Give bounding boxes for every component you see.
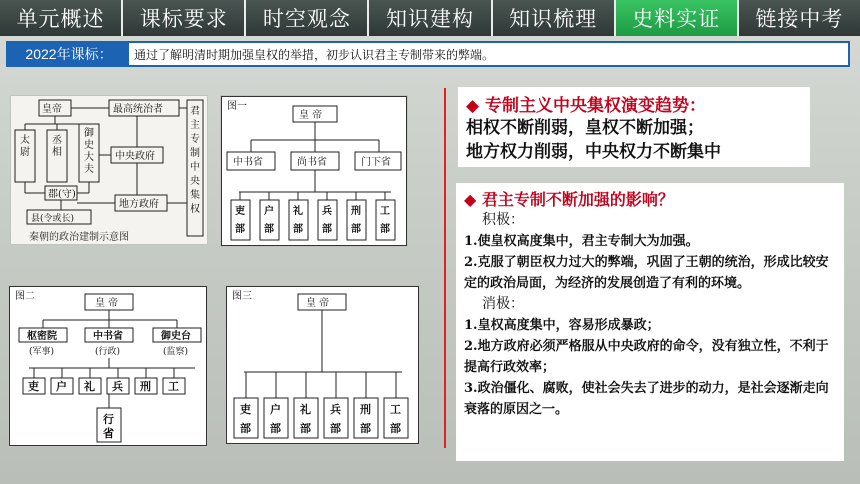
qin-vertical-char: 相 <box>52 147 62 158</box>
fig3-bu-char: 礼 <box>300 403 311 416</box>
fig3-bu-char: 部 <box>390 422 401 435</box>
fig1-bu-char: 户 <box>264 206 274 217</box>
qin-side-char: 制 <box>190 148 200 159</box>
tab-unit-overview[interactable]: 单元概述 <box>0 0 121 36</box>
fig2-org-name: 枢密院 <box>27 331 57 342</box>
top-tab-bar <box>0 0 860 36</box>
fig2-org-name: 中书省 <box>93 331 123 342</box>
fig2-label: 图二 <box>15 291 35 302</box>
fig2-org-role: (监察) <box>163 347 189 357</box>
qin-diagram-svg <box>11 96 207 244</box>
fig2-province-top: 行 <box>103 413 114 426</box>
fig1-sheng-label: 中书省 <box>233 157 263 168</box>
trend-title: ◆ 专制主义中央集权演变趋势： <box>466 96 706 116</box>
fig2-bu-char: 兵 <box>112 380 123 393</box>
qin-diagram <box>10 95 208 245</box>
qin-vertical-char: 夫 <box>84 164 94 175</box>
fig1-bu-char: 部 <box>264 224 274 235</box>
fig3-bu-char: 吏 <box>240 403 251 416</box>
fig2-org-role: (行政) <box>95 347 121 357</box>
fig2-bu-char: 户 <box>56 380 67 393</box>
curriculum-standard <box>6 41 852 69</box>
qin-caption: 秦朝的政治建制示意图 <box>29 232 129 243</box>
qin-side-char: 君 <box>190 106 200 117</box>
fig1-emperor: 皇 帝 <box>299 110 323 121</box>
fig2-bu-char: 吏 <box>28 380 39 393</box>
fig1-bu-char: 部 <box>351 224 361 235</box>
qin-vertical-char: 史 <box>84 140 94 151</box>
fig3-bu-char: 部 <box>360 422 371 435</box>
tab-knowledge-build[interactable]: 知识建构 <box>369 0 490 36</box>
qin-vertical-char: 御 <box>84 128 94 139</box>
fig1-label: 图一 <box>227 101 247 112</box>
qin-side-char: 集 <box>190 190 200 201</box>
trend-line-2: 地方权力削弱，中央权力不断集中 <box>466 142 721 162</box>
fig3-emperor: 皇 帝 <box>306 298 330 309</box>
standard-mark <box>6 41 9 67</box>
qin-xian: 县(令或长) <box>31 214 75 224</box>
qin-side-char: 央 <box>190 176 200 187</box>
trend-line-1: 相权不断削弱，皇权不断加强； <box>466 118 704 138</box>
qin-side-char: 权 <box>190 204 200 215</box>
tab-curriculum[interactable]: 课标要求 <box>123 0 244 36</box>
fig1-bu-char: 刑 <box>351 206 361 217</box>
fig2-bu-char: 工 <box>168 380 179 393</box>
impact-positive-1: 1.使皇权高度集中，君主专制大为加强。 <box>464 234 699 249</box>
fig1-bu-char: 兵 <box>322 206 332 217</box>
fig1-bu-char: 部 <box>235 224 245 235</box>
figure-three <box>225 285 420 445</box>
standard-badge: 2022年课标： <box>9 41 129 67</box>
fig3-bu-char: 工 <box>390 403 401 416</box>
qin-vertical-char: 太 <box>20 135 30 146</box>
impact-positive-label: 积极： <box>482 212 524 228</box>
tab-historical-evidence[interactable]: 史料实证 <box>616 0 737 36</box>
fig1-bu-char: 工 <box>380 206 390 217</box>
figure-one-svg <box>221 96 407 246</box>
impact-title: ◆ 君主专制不断加强的影响？ <box>464 190 674 209</box>
standard-text: 通过了解明清时期加强皇权的举措，初步认识君主专制带来的弊端。 <box>124 41 850 67</box>
fig3-bu-char: 部 <box>330 422 341 435</box>
qin-central: 中央政府 <box>115 151 155 162</box>
qin-vertical-char: 丞 <box>52 135 62 146</box>
qin-top-ruler: 最高统治者 <box>113 104 163 115</box>
tab-exam-link[interactable]: 链接中考 <box>739 0 860 36</box>
fig2-bu-char: 刑 <box>140 380 151 393</box>
impact-negative-3: 3.政治僵化、腐败，使社会失去了进步的动力，是社会逐渐走向衰落的原因之一。 <box>464 381 829 417</box>
fig1-sheng-label: 尚书省 <box>297 157 327 168</box>
qin-vertical-char: 尉 <box>20 147 30 158</box>
divider-line <box>444 88 446 448</box>
fig1-bu-char: 吏 <box>235 206 245 217</box>
fig2-org-name: 御史台 <box>161 331 191 342</box>
fig1-bu-char: 部 <box>380 224 390 235</box>
fig3-bu-char: 刑 <box>360 403 371 416</box>
qin-side-char: 中 <box>190 162 200 173</box>
impact-positive-2: 2.克服了朝臣权力过大的弊端，巩固了王朝的统治，形成比较安定的政治局面，为经济的发展创造了有利的环境。 <box>464 255 829 291</box>
fig3-bu-char: 部 <box>300 422 311 435</box>
figure-three-svg <box>226 286 419 444</box>
qin-vertical-char: 大 <box>84 152 94 163</box>
figure-one <box>220 95 408 247</box>
tab-time-space[interactable]: 时空观念 <box>246 0 367 36</box>
qin-side-char: 专 <box>190 134 200 145</box>
figure-two-svg <box>9 286 207 446</box>
fig3-bu-char: 户 <box>270 403 281 416</box>
impact-box <box>456 183 844 461</box>
fig1-bu-char: 礼 <box>293 206 303 217</box>
qin-junshou: 郡(守) <box>48 189 76 200</box>
fig2-org-role: (军事) <box>29 347 55 357</box>
fig3-bu-char: 部 <box>270 422 281 435</box>
impact-negative-2: 2.地方政府必须严格服从中央政府的命令，没有独立性，不利于提高行政效率； <box>464 339 829 375</box>
fig3-bu-char: 兵 <box>330 403 341 416</box>
fig1-bu-char: 部 <box>293 224 303 235</box>
fig3-label: 图三 <box>232 291 252 302</box>
qin-local: 地方政府 <box>119 199 159 210</box>
fig2-bu-char: 礼 <box>84 380 95 393</box>
impact-negative-1: 1.皇权高度集中，容易形成暴政； <box>464 318 660 333</box>
qin-side-char: 主 <box>190 120 200 131</box>
tab-knowledge-sort[interactable]: 知识梳理 <box>493 0 614 36</box>
impact-negative-label: 消极： <box>482 296 524 312</box>
fig1-sheng-label: 门下省 <box>361 157 391 168</box>
fig3-bu-char: 部 <box>240 422 251 435</box>
fig1-bu-char: 部 <box>322 224 332 235</box>
fig2-emperor: 皇 帝 <box>95 298 119 309</box>
trend-box <box>458 87 810 167</box>
qin-emperor: 皇帝 <box>42 104 62 115</box>
fig2-province-bottom: 省 <box>103 427 114 440</box>
figure-two <box>8 285 208 447</box>
